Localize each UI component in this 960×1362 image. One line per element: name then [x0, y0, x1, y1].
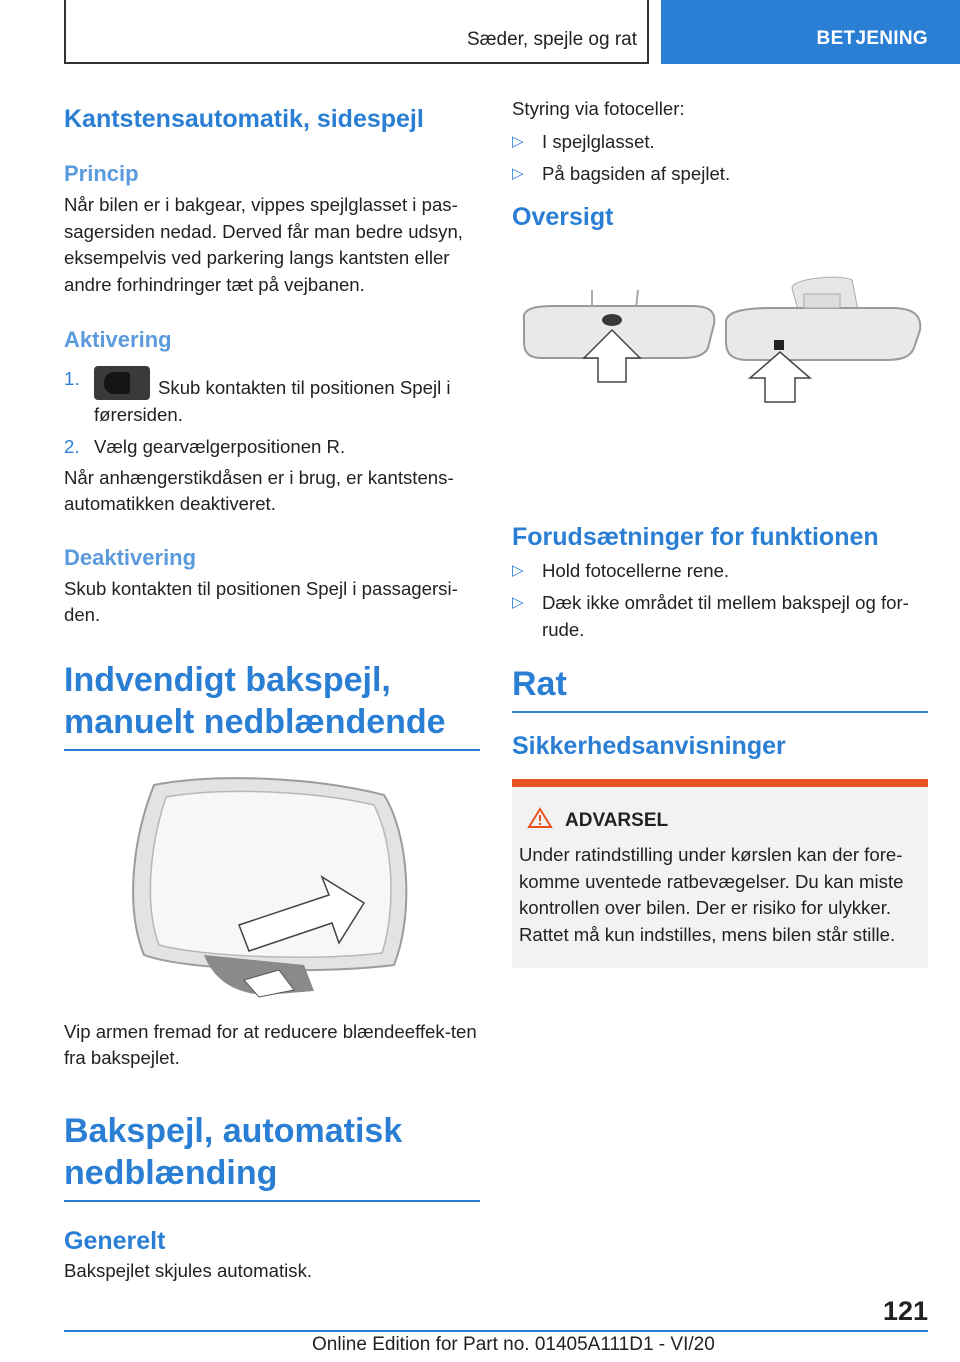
left-column	[64, 96, 480, 1284]
footer-divider	[64, 1330, 928, 1332]
princip-text: Når bilen er i bakgear, vippes spejlglasset i pas-sagersiden nedad. Derved får man bedre udsyn, eksempelvis ved parkering langs kantsten eller andre forhindringer tæt på vejbanen.	[64, 194, 463, 295]
rat-heading	[512, 663, 928, 713]
step-1-text: Skub kontakten til positionen Spejl i førersiden.	[94, 377, 451, 425]
forud-item-2-text: Dæk ikke området til mellem bakspejl og for-rude.	[542, 592, 909, 640]
header-section-title: Sæder, spejle og rat	[466, 29, 637, 50]
manual-mirror-caption: Vip armen fremad for at reducere blændeeffek-ten fra bakspejlet.	[64, 1020, 477, 1068]
warning-text: Under ratindstilling under kørslen kan der fore-komme uventede ratbevægelser. Du kan miste kontrollen over bilen. Der er risiko for ulykker. Rattet må kun indstilles, mens bilen står stille.	[519, 844, 904, 945]
auto-mirror-title-2: nedblænding	[64, 1153, 278, 1192]
bullet-triangle-icon: ▷	[512, 165, 524, 182]
styring-list	[512, 129, 928, 188]
forud-item-2	[512, 590, 928, 643]
step-1	[64, 366, 480, 428]
styring-item-2	[512, 161, 928, 188]
step-2	[64, 434, 480, 461]
styring-text: Styring via fotoceller:	[512, 98, 685, 119]
manual-mirror-illustration	[64, 765, 480, 1005]
right-column	[512, 96, 928, 968]
deaktivering-title: Deaktivering	[64, 544, 197, 570]
photocell-overview-illustration	[512, 270, 928, 470]
deaktivering-text: Skub kontakten til positionen Spejl i passagersi-den.	[64, 577, 458, 625]
forudsaetninger-list	[512, 558, 928, 644]
generelt-text: Bakspejlet skjules automatisk.	[64, 1259, 313, 1281]
bullet-triangle-icon: ▷	[512, 594, 524, 611]
kantsten-title: Kantstensautomatik, sidespejl	[64, 105, 424, 133]
forudsaetninger-title: Forudsætninger for funktionen	[512, 522, 879, 551]
styring-item-1	[512, 129, 928, 156]
mirror-switch-icon	[94, 366, 150, 400]
manual-mirror-heading	[64, 659, 480, 751]
aktivering-note: Når anhængerstikdåsen er i brug, er kantstens-automatikken deaktiveret.	[64, 466, 454, 514]
aktivering-title: Aktivering	[64, 327, 172, 352]
styring-item-2-text: På bagsiden af spejlet.	[542, 163, 731, 184]
step-2-num: 2.	[64, 436, 80, 457]
bullet-triangle-icon: ▷	[512, 132, 524, 150]
warning-label: ADVARSEL	[565, 810, 669, 831]
manual-mirror-title-1: Indvendigt bakspejl,	[64, 660, 391, 699]
warning-header	[519, 807, 918, 832]
rat-title: Rat	[512, 665, 567, 703]
footer-edition: Online Edition for Part no. 01405A111D1 - VI/20	[312, 1334, 715, 1355]
styring-item-1-text: I spejlglasset.	[542, 130, 655, 152]
auto-mirror-heading	[64, 1110, 480, 1202]
bullet-triangle-icon: ▷	[512, 561, 524, 579]
auto-mirror-title-1: Bakspejl, automatisk	[64, 1111, 403, 1150]
manual-mirror-title-2: manuelt nedblændende	[64, 702, 446, 741]
page-number: 121	[882, 1296, 928, 1326]
forud-item-1-text: Hold fotocellerne rene.	[542, 559, 730, 581]
generelt-title: Generelt	[64, 1226, 166, 1255]
warning-box	[512, 779, 928, 968]
oversigt-title: Oversigt	[512, 202, 614, 231]
step-2-text: Vælg gearvælgerpositionen R.	[94, 436, 346, 457]
header-tab[interactable]: BETJENING	[661, 0, 960, 64]
princip-title: Princip	[64, 161, 139, 186]
sikkerhed-title: Sikkerhedsanvisninger	[512, 732, 786, 760]
aktivering-steps	[64, 366, 480, 461]
header-section-box	[64, 0, 649, 64]
warning-triangle-icon	[527, 807, 553, 829]
forud-item-1	[512, 558, 928, 585]
step-1-num: 1.	[64, 368, 80, 389]
